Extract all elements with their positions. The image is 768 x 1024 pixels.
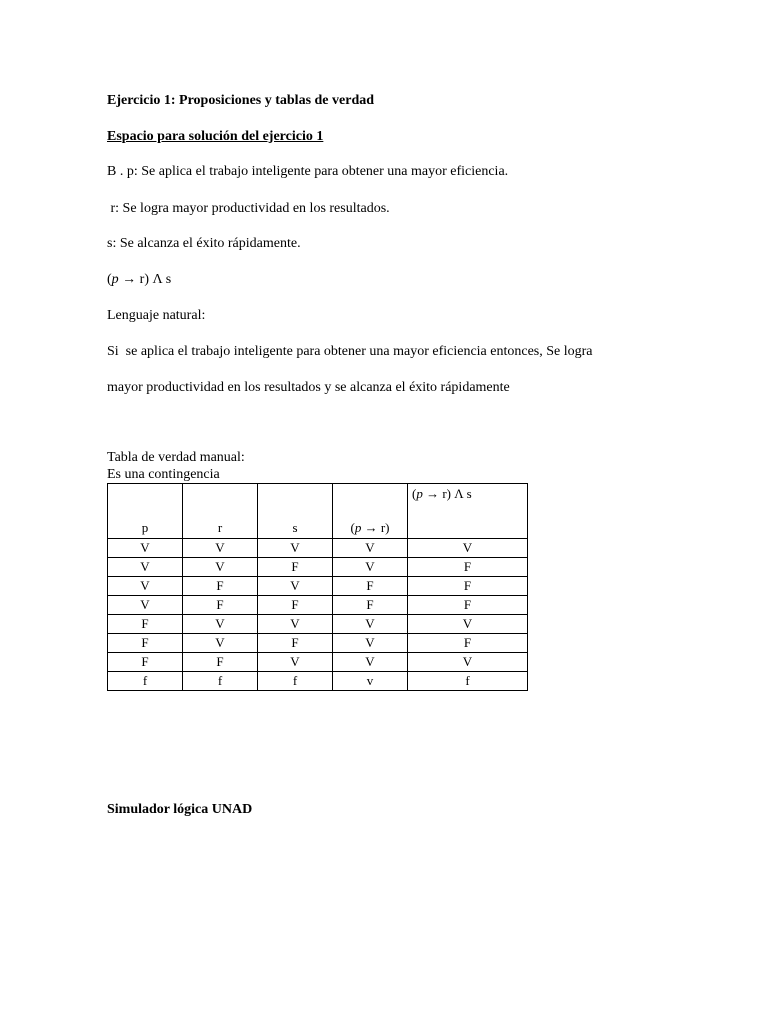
table-note: Es una contingencia (107, 467, 220, 482)
cell-p: V (108, 558, 183, 577)
cell-r: V (183, 615, 258, 634)
natural-language-label: Lenguaje natural: (107, 308, 206, 323)
cell-s: V (258, 577, 333, 596)
table-row (108, 634, 528, 653)
cell-r: V (183, 634, 258, 653)
header-s: s (258, 484, 333, 539)
cell-r: F (183, 577, 258, 596)
cell-implication: v (333, 672, 408, 691)
formula (107, 272, 171, 288)
formula-p: p (111, 272, 119, 287)
table-row (108, 653, 528, 672)
cell-r: V (183, 539, 258, 558)
cell-p: f (108, 672, 183, 691)
table-row (108, 577, 528, 596)
cell-p: F (108, 653, 183, 672)
header-implication (333, 484, 408, 539)
cell-s: F (258, 558, 333, 577)
header-p: p (108, 484, 183, 539)
cell-implication: F (333, 596, 408, 615)
table-row (108, 558, 528, 577)
table-row (108, 539, 528, 558)
truth-table-header-row (108, 484, 528, 539)
header-implication-rest: → r) (361, 520, 390, 535)
truth-table (107, 483, 528, 691)
cell-result: F (408, 558, 528, 577)
cell-p: F (108, 634, 183, 653)
cell-r: F (183, 653, 258, 672)
formula-open: ( (107, 272, 112, 287)
proposition-r: r: Se logra mayor productividad en los resultados. (107, 201, 390, 216)
cell-implication: V (333, 653, 408, 672)
formula-rest: → r) Λ s (118, 272, 172, 287)
cell-r: f (183, 672, 258, 691)
cell-r: F (183, 596, 258, 615)
cell-result: V (408, 653, 528, 672)
cell-p: F (108, 615, 183, 634)
natural-language-line-2: mayor productividad en los resultados y se alcanza el éxito rápidamente (107, 380, 510, 395)
cell-result: F (408, 577, 528, 596)
cell-p: V (108, 596, 183, 615)
cell-p: V (108, 539, 183, 558)
table-row (108, 615, 528, 634)
cell-implication: V (333, 615, 408, 634)
cell-s: f (258, 672, 333, 691)
cell-s: V (258, 539, 333, 558)
header-result-rest: → r) Λ s (422, 486, 472, 501)
cell-result: f (408, 672, 528, 691)
cell-s: V (258, 653, 333, 672)
cell-p: V (108, 577, 183, 596)
solution-heading: Espacio para solución del ejercicio 1 (107, 129, 324, 144)
proposition-s: s: Se alcanza el éxito rápidamente. (107, 236, 301, 251)
table-row (108, 672, 528, 691)
cell-implication: V (333, 634, 408, 653)
header-implication-p: p (354, 520, 362, 535)
cell-implication: V (333, 539, 408, 558)
natural-language-line-1: Si se aplica el trabajo inteligente para obtener una mayor eficiencia entonces, Se logra (107, 344, 593, 359)
cell-implication: F (333, 577, 408, 596)
cell-result: V (408, 615, 528, 634)
header-result-p: p (416, 486, 423, 501)
cell-s: V (258, 615, 333, 634)
cell-result: F (408, 596, 528, 615)
cell-implication: V (333, 558, 408, 577)
cell-result: V (408, 539, 528, 558)
header-result-open: ( (412, 486, 417, 501)
cell-s: F (258, 634, 333, 653)
header-implication-open: ( (350, 520, 355, 535)
header-result (408, 484, 528, 539)
table-label: Tabla de verdad manual: (107, 450, 245, 465)
cell-s: F (258, 596, 333, 615)
header-r: r (183, 484, 258, 539)
proposition-p: B . p: Se aplica el trabajo inteligente para obtener una mayor eficiencia. (107, 164, 509, 179)
table-row (108, 596, 528, 615)
simulator-heading: Simulador lógica UNAD (107, 802, 253, 817)
cell-result: F (408, 634, 528, 653)
exercise-title: Ejercicio 1: Proposiciones y tablas de verdad (107, 93, 375, 108)
cell-r: V (183, 558, 258, 577)
